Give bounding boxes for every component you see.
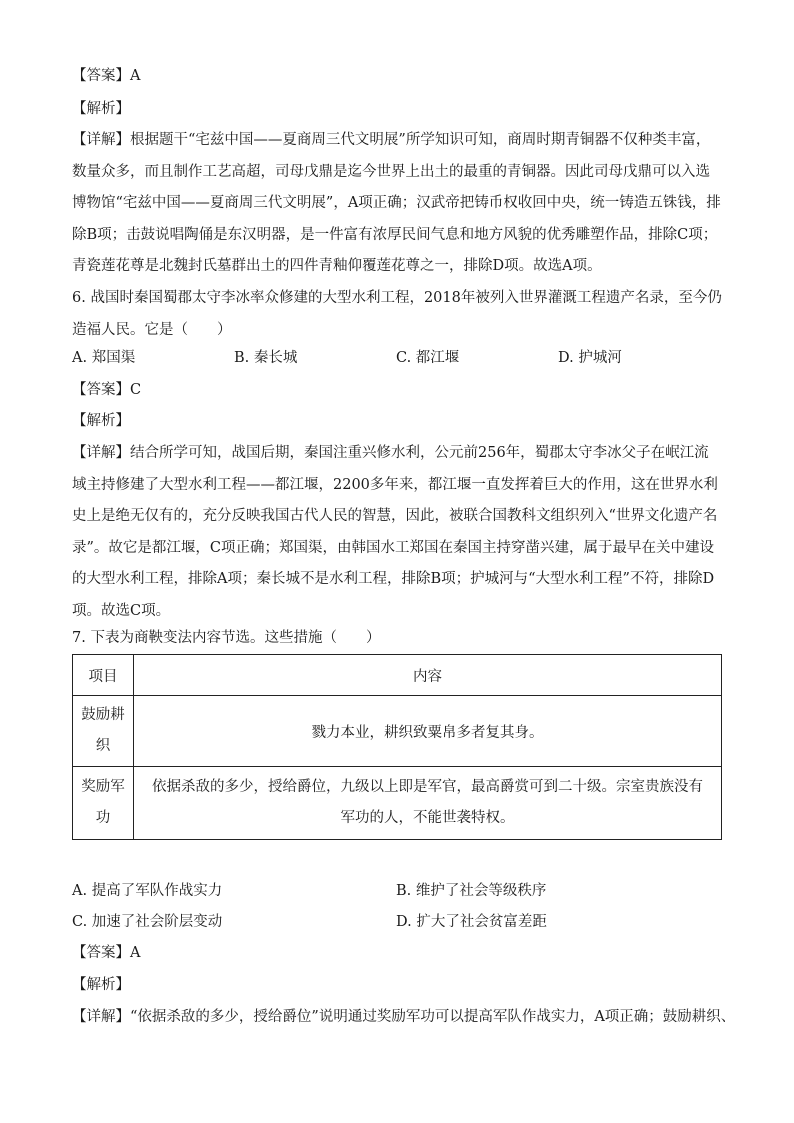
q6-option-a: A. 郑国渠	[72, 350, 136, 366]
q5-detail	[72, 125, 722, 283]
q7-answer: 【答案】A	[72, 945, 141, 961]
q6-option-b: B. 秦长城	[234, 350, 298, 366]
q7-detail: 【详解】“依据杀敌的多少，授给爵位”说明通过奖励军功可以提高军队作战实力，A项正确；鼓励耕织、	[72, 1009, 736, 1025]
table-cell-text: 依据杀敌的多少，授给爵位，九级以上即是军官，最高爵赏可到二十级。宗室贵族没有军功的人，不能世袭特权。	[152, 779, 703, 826]
q5-detail-text: 【详解】根据题干“宅兹中国——夏商周三代文明展”所学知识可知，商周时期青铜器不仅种类丰富，数量众多，而且制作工艺高超，司母戊鼎是迄今世界上出土的最重的青铜器。因此司母戊鼎可以入选博物馆“宅兹中国——夏商周三代文明展”，A项正确；汉武帝把铸币权收回中央，统一铸造五铢钱，排除B项；击鼓说唱陶俑是东汉明器，是一件富有浓厚民间气息和地方风貌的优秀雕塑作品，排除C项；青瓷莲花尊是北魏封氏墓群出土的四件青釉仰覆莲花尊之一，排除D项。故选A项。	[72, 132, 721, 274]
q5-answer: 【答案】A	[72, 68, 141, 84]
q6-option-d: D. 护城河	[558, 350, 622, 366]
q6-stem-text: 6. 战国时秦国蜀郡太守李冰率众修建的大型水利工程，2018年被列入世界灌溉工程遗产名录，至今仍造福人民。它是（ ）	[72, 290, 722, 338]
q6-stem	[72, 283, 722, 346]
q7-table	[72, 654, 722, 840]
q7-option-b: B. 维护了社会等级秩序	[396, 883, 547, 899]
q6-analysis-label: 【解析】	[72, 413, 130, 429]
table-header-cell: 内容	[134, 655, 722, 696]
q7-option-d: D. 扩大了社会贫富差距	[396, 914, 547, 930]
table-cell	[134, 767, 722, 840]
q7-analysis-label: 【解析】	[72, 977, 130, 993]
q6-detail	[72, 438, 722, 627]
table-cell: 戮力本业，耕织致粟帛多者复其身。	[134, 696, 722, 767]
q6-detail-text: 【详解】结合所学可知，战国后期，秦国注重兴修水利，公元前256年，蜀郡太守李冰父子在岷江流域主持修建了大型水利工程——都江堰，2200多年来，都江堰一直发挥着巨大的作用，这在世界水利史上是绝无仅有的，充分反映我国古代人民的智慧，因此，被联合国教科文组织列入“世界文化遗产名录”。故它是都江堰，C项正确；郑国渠，由韩国水工郑国在秦国主持穿凿兴建，属于最早在关中建设的大型水利工程，排除A项；秦长城不是水利工程，排除B项；护城河与“大型水利工程”不符，排除D项。故选C项。	[72, 445, 718, 619]
table-header-cell: 项目	[73, 655, 134, 696]
q6-option-c: C. 都江堰	[396, 350, 460, 366]
q7-option-c: C. 加速了社会阶层变动	[72, 914, 223, 930]
table-cell-text: 鼓励耕织	[81, 707, 125, 754]
table-row	[73, 767, 722, 840]
table-cell	[73, 696, 134, 767]
q7-stem: 7. 下表为商鞅变法内容节选。这些措施（ ）	[72, 630, 381, 646]
q7-option-a: A. 提高了军队作战实力	[72, 883, 223, 899]
table-header-row	[73, 655, 722, 696]
table-cell-text: 奖励军功	[81, 779, 125, 826]
q5-analysis-label: 【解析】	[72, 101, 130, 117]
table-row	[73, 696, 722, 767]
table-cell	[73, 767, 134, 840]
q6-answer: 【答案】C	[72, 382, 142, 398]
